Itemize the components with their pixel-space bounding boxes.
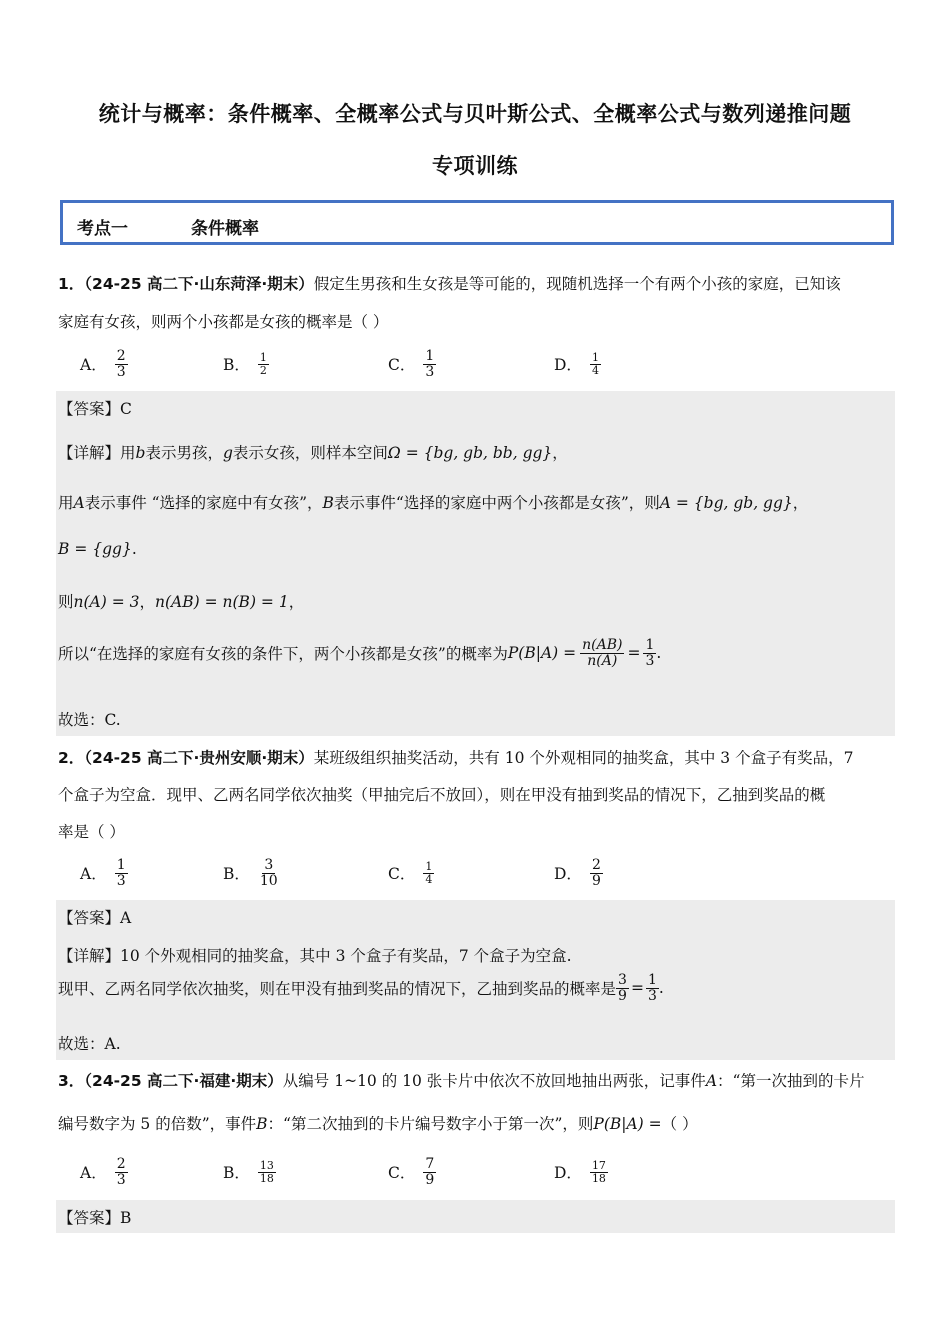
answer-1: 【答案】C [58,400,132,418]
solution-1-line-1: 【详解】用b表示男孩，g表示女孩，则样本空间Ω = {bg, gb, bb, gg}， [58,444,568,462]
option-c[interactable]: C． $\frac{7}{9}$ [388,1155,435,1188]
option-b[interactable]: B． $\frac{13}{18}$ [223,1158,274,1185]
option-c[interactable]: C． $\frac{1}{3}$ [388,347,435,380]
solution-1-line-2: 用A表示事件 “选择的家庭中有女孩”，B表示事件“选择的家庭中两个小孩都是女孩”，则A = {bg, gb, gg}， [58,494,809,512]
page-title: 统计与概率：条件概率、全概率公式与贝叶斯公式、全概率公式与数列递推问题 [98,102,852,126]
section-number: 考点一 [77,219,128,239]
answer-3: 【答案】B [58,1209,132,1227]
question-2-line-1: 2．（24-25 高二下·贵州安顺·期末）某班级组织抽奖活动，共有 10 个外观相同的抽奖盒，其中 3 个盒子有奖品，7 [58,749,854,767]
question-3-line-2: 编号数字为 5 的倍数”，事件B：“第二次抽到的卡片编号数字小于第一次”，则P(B|A) =（ ） [58,1115,698,1133]
question-2-line-2: 个盒子为空盒．现甲、乙两名同学依次抽奖（甲抽完后不放回），则在甲没有抽到奖品的情况下，乙抽到奖品的概 [58,786,826,804]
solution-2-line-1: 【详解】10 个外观相同的抽奖盒，其中 3 个盒子有奖品，7 个盒子为空盒. [58,947,572,965]
solution-3-panel [56,1200,895,1233]
option-b[interactable]: B． $\frac{3}{10}$ [223,856,278,889]
solution-2-line-3: 故选：A. [58,1035,121,1053]
question-1-line-2: 家庭有女孩，则两个小孩都是女孩的概率是（ ） [58,313,389,331]
question-2-line-3: 率是（ ） [58,823,125,841]
solution-1-line-3: B = {gg}. [58,540,137,558]
option-b[interactable]: B． $\frac{1}{2}$ [223,350,267,377]
question-3-line-1: 3．（24-25 高二下·福建·期末）从编号 1~10 的 10 张卡片中依次不放回地抽出两张，记事件A：“第一次抽到的卡片 [58,1072,865,1090]
solution-1-line-6: 故选：C. [58,711,121,729]
option-a[interactable]: A． $\frac{2}{3}$ [80,1155,126,1188]
section-name: 条件概率 [191,219,259,239]
solution-1-line-5: 所以“在选择的家庭有女孩的条件下，两个小孩都是女孩”的概率为 P(B|A) = $\frac{n(AB)}{n(A)}$ = $\frac{1}{3}$ . [58,637,662,669]
answer-2: 【答案】A [58,909,132,927]
page-subtitle: 专项训练 [432,154,518,178]
solution-1-line-4: 则n(A) = 3，n(AB) = n(B) = 1， [58,593,305,611]
option-d[interactable]: D． $\frac{17}{18}$ [554,1158,606,1185]
option-d[interactable]: D． $\frac{2}{9}$ [554,856,601,889]
option-d[interactable]: D． $\frac{1}{4}$ [554,350,599,377]
option-c[interactable]: C． $\frac{1}{4}$ [388,859,433,886]
solution-2-line-2: 现甲、乙两名同学依次抽奖，则在甲没有抽到奖品的情况下，乙抽到奖品的概率是 $\frac{3}{9}$ = $\frac{1}{3}$ . [58,972,664,1004]
question-1-line-1: 1．（24-25 高二下·山东菏泽·期末）假定生男孩和生女孩是等可能的，现随机选择一个有两个小孩的家庭，已知该 [58,275,841,293]
section-header [60,200,894,245]
option-a[interactable]: A． $\frac{2}{3}$ [80,347,126,380]
option-a[interactable]: A． $\frac{1}{3}$ [80,856,126,889]
